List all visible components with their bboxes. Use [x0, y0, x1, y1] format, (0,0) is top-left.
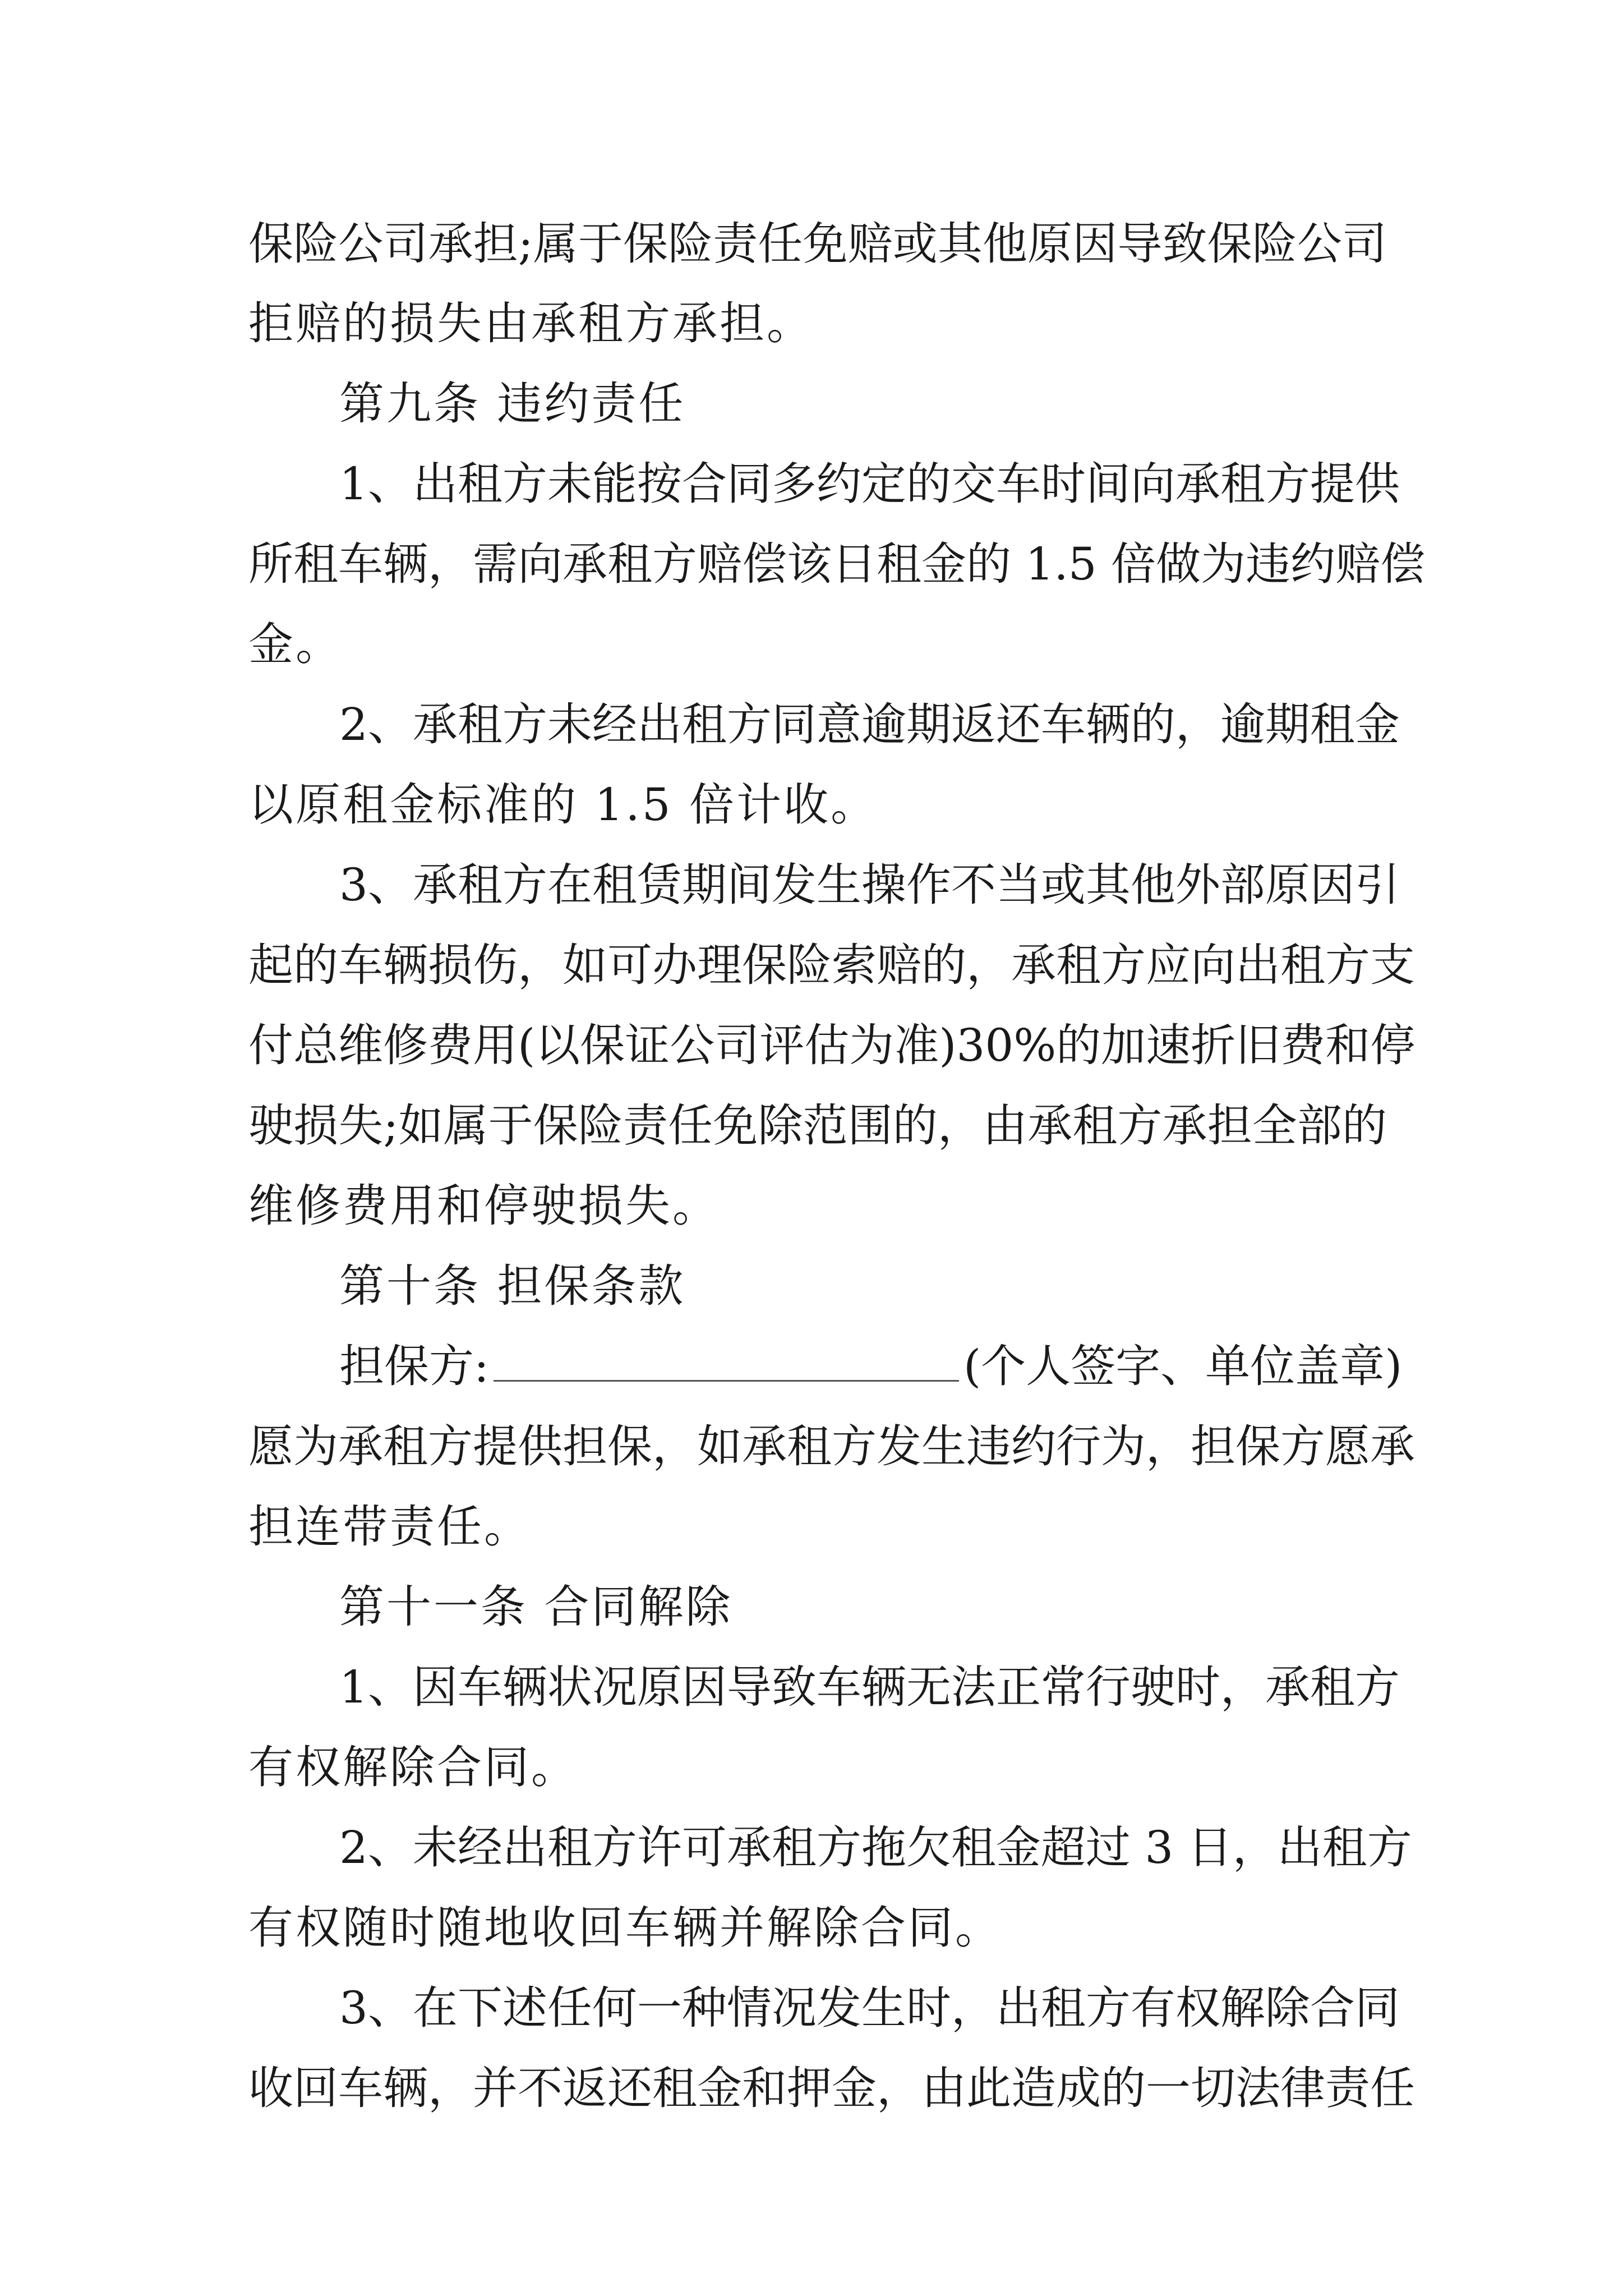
paragraph-line: 驶损失;如属于保险责任免除范围的，由承租方承担全部的 [248, 1099, 1387, 1152]
guarantor-label: 担保方: [339, 1340, 489, 1392]
section-heading: 第十条 担保条款 [339, 1260, 686, 1312]
paragraph-line: 有权随时随地收回车辆并解除合同。 [248, 1902, 1002, 1954]
paragraph-line: 起的车辆损伤，如可办理保险索赔的，承租方应向出租方支 [248, 939, 1415, 991]
paragraph-line: 愿为承租方提供担保，如承租方发生违约行为，担保方愿承 [248, 1420, 1415, 1473]
paragraph-line: 2、未经出租方许可承租方拖欠租金超过 3 日，出租方 [339, 1821, 1412, 1874]
guarantor-signature-blank [494, 1346, 959, 1382]
paragraph-line: 维修费用和停驶损失。 [248, 1180, 720, 1232]
guarantor-note: (个人签字、单位盖章) [963, 1340, 1403, 1392]
paragraph-line: 2、承租方未经出租方同意逾期返还车辆的，逾期租金 [339, 698, 1400, 751]
paragraph-line: 3、承租方在租赁期间发生操作不当或其他外部原因引 [339, 859, 1400, 911]
section-heading: 第九条 违约责任 [339, 378, 686, 430]
paragraph-line: 付总维修费用(以保证公司评估为准)30%的加速折旧费和停 [248, 1019, 1415, 1071]
paragraph-line: 拒赔的损失由承租方承担。 [248, 297, 814, 349]
paragraph-line: 3、在下述任何一种情况发生时，出租方有权解除合同 [339, 1982, 1400, 2034]
paragraph-line: 1、因车辆状况原因导致车辆无法正常行驶时，承租方 [339, 1661, 1400, 1713]
section-heading: 第十一条 合同解除 [339, 1581, 733, 1633]
paragraph-line: 金。 [248, 618, 343, 670]
paragraph-line: 有权解除合同。 [248, 1741, 578, 1793]
paragraph-line: 收回车辆，并不返还租金和押金，由此造成的一切法律责任 [248, 2062, 1415, 2114]
guarantor-signature-line [339, 1336, 1403, 1397]
paragraph-line: 1、出租方未能按合同多约定的交车时间向承租方提供 [339, 458, 1400, 510]
paragraph-line: 以原租金标准的 1.5 倍计收。 [248, 779, 878, 831]
paragraph-line: 所租车辆，需向承租方赔偿该日租金的 1.5 倍做为违约赔偿 [248, 538, 1426, 590]
paragraph-line: 保险公司承担;属于保险责任免赔或其他原因导致保险公司 [248, 218, 1387, 270]
paragraph-line: 担连带责任。 [248, 1501, 531, 1553]
